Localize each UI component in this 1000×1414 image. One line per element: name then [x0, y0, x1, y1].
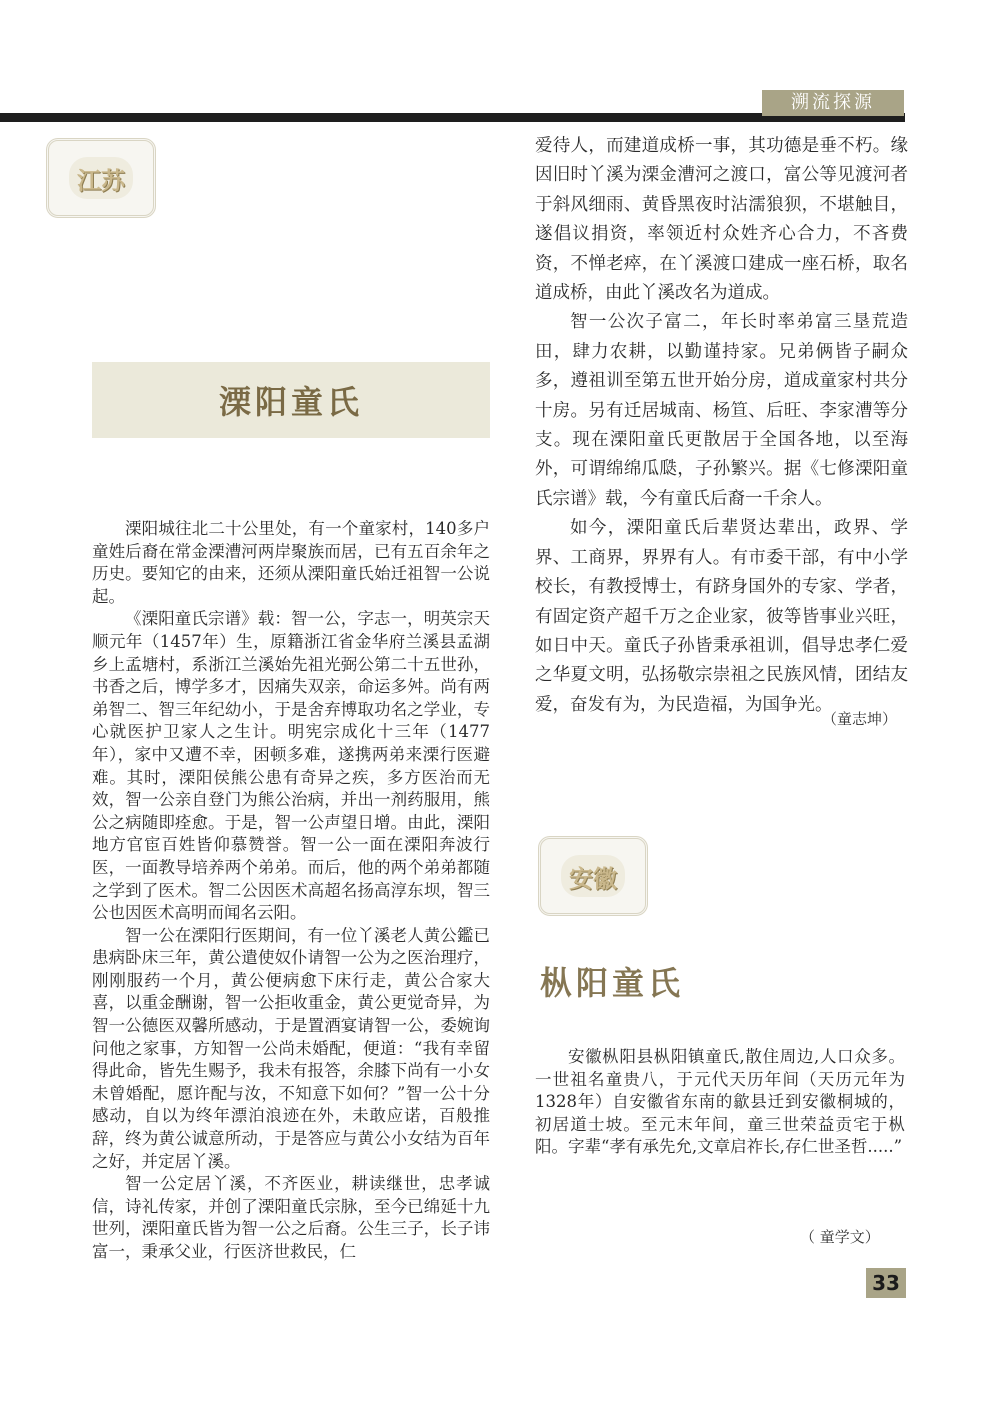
paragraph: 智一公次子富二，年长时率弟富三垦荒造田，肆力农耕，以勤谨持家。兄弟俩皆子嗣众多，遵祖训至第五世开始分房，道成童家村共分十房。另有迁居城南、杨笪、后旺、李家漕等分支。现在溧阳童氏更散居于全国各地，以至海外，可谓绵绵瓜瓞，子孙繁兴。据《七修溧阳童氏宗谱》载，今有童氏后裔一千余人。	[535, 312, 908, 509]
right-column	[535, 132, 908, 720]
anhui-article-title: 枞阳童氏	[540, 964, 685, 1002]
paragraph: 如今，溧阳童氏后辈贤达辈出，政界、学界、工商界，界界有人。有市委干部，有中小学校长，有教授博士，有跻身国外的专家、学者，有固定资产超千万之企业家，彼等皆事业兴旺，如日中天。童氏子孙皆秉承祖训，倡导忠孝仁爱之华夏文明，弘扬敬宗崇祖之民族风情，团结友爱，奋发有为，为民造福，为国争光。	[535, 518, 908, 715]
article-title: 溧阳童氏	[218, 383, 363, 421]
paragraph: 智一公定居丫溪，不齐医业，耕读继世，忠孝诚信，诗礼传家，并创了溧阳童氏宗脉，至今已绵延十九世列，溧阳童氏皆为智一公之后裔。公生三子，长子讳富一，秉承父业，行医济世救民，仁	[92, 1174, 490, 1261]
anhui-text	[535, 1046, 905, 1159]
anhui-region-label: 安徽	[569, 863, 617, 893]
jiangsu-region-label: 江苏	[77, 165, 125, 195]
paragraph: 《溧阳童氏宗谱》载：智一公，字志一，明英宗天顺元年（1457年）生，原籍浙江省金华府兰溪县孟湖乡上孟塘村，系浙江兰溪始先祖光弼公第二十五世孙，书香之后，博学多才，因痛失双亲，命运多舛。尚有两弟智二、智三年纪幼小，于是舍弃博取功名之学业，专心就医护卫家人之生计。明宪宗成化十三年（1477年），家中又遭不幸，困顿多难，遂携两弟来溧行医避难。其时，溧阳侯熊公患有奇异之疾，多方医治而无效，智一公亲自登门为熊公治病，并出一剂药服用，熊公之病随即痊愈。于是，智一公声望日增。由此，溧阳地方官宦百姓皆仰慕赞誉。智一公一面在溧阳奔波行医，一面教导培养两个弟弟。而后，他的两个弟弟都随之学到了医术。智二公因医术高超名扬高淳东坝，智三公也因医术高明而闻名云阳。	[92, 609, 490, 923]
anhui-author: （ 童学文）	[800, 1228, 880, 1246]
paragraph: 爱待人，而建道成桥一事，其功德是垂不朽。缘因旧时丫溪为溧金漕河之渡口，富公等见渡河者于斜风细雨、黄昏黑夜时沾濡狼狈，不堪触目，遂倡议捐资，率领近村众姓齐心合力，不吝费资，不惮老瘁，在丫溪渡口建成一座石桥，取名道成桥，由此丫溪改名为道成。	[535, 136, 908, 304]
page-number: 33	[866, 1268, 906, 1298]
paragraph: 安徽枞阳县枞阳镇童氏,散住周边,人口众多。一世祖名童贵八，于元代天历年间（天历元年为1328年）自安徽省东南的歙县迁到安徽桐城的，初居道士坡。至元末年间，童三世荣益贡宅于枞阳。字辈“孝有承先允,文章启祚长,存仁世圣哲.....”	[535, 1047, 905, 1156]
paragraph: 溧阳城往北二十公里处，有一个童家村，140多户童姓后裔在常金溧漕河两岸聚族而居，已有五百余年之历史。要知它的由来，还须从溧阳童氏始迁祖智一公说起。	[92, 519, 490, 606]
jiangsu-region-emblem	[46, 138, 156, 218]
jiangsu-author: （童志坤）	[822, 710, 898, 728]
article-title-box	[92, 362, 490, 438]
section-tag: 溯流探源	[762, 90, 904, 116]
left-column	[92, 518, 490, 1264]
paragraph: 智一公在溧阳行医期间，有一位丫溪老人黄公鑑已患病卧床三年，黄公遣使奴仆请智一公为之医治理疗，刚刚服药一个月，黄公便病愈下床行走，黄公合家大喜，以重金酬谢，智一公拒收重金，黄公更觉奇异，为智一公德医双馨所感动，于是置酒宴请智一公，委婉询问他之家事，方知智一公尚未婚配，便道：“我有幸留得此命，皆先生赐予，我未有报答，余膝下尚有一小女未曾婚配，愿许配与汝，不知意下如何？”智一公十分感动，自以为终年漂泊浪迹在外，未敢应诺，百般推辞，终为黄公诚意所动，于是答应与黄公小女结为百年之好，并定居丫溪。	[92, 925, 490, 1171]
anhui-region-emblem	[538, 836, 648, 916]
